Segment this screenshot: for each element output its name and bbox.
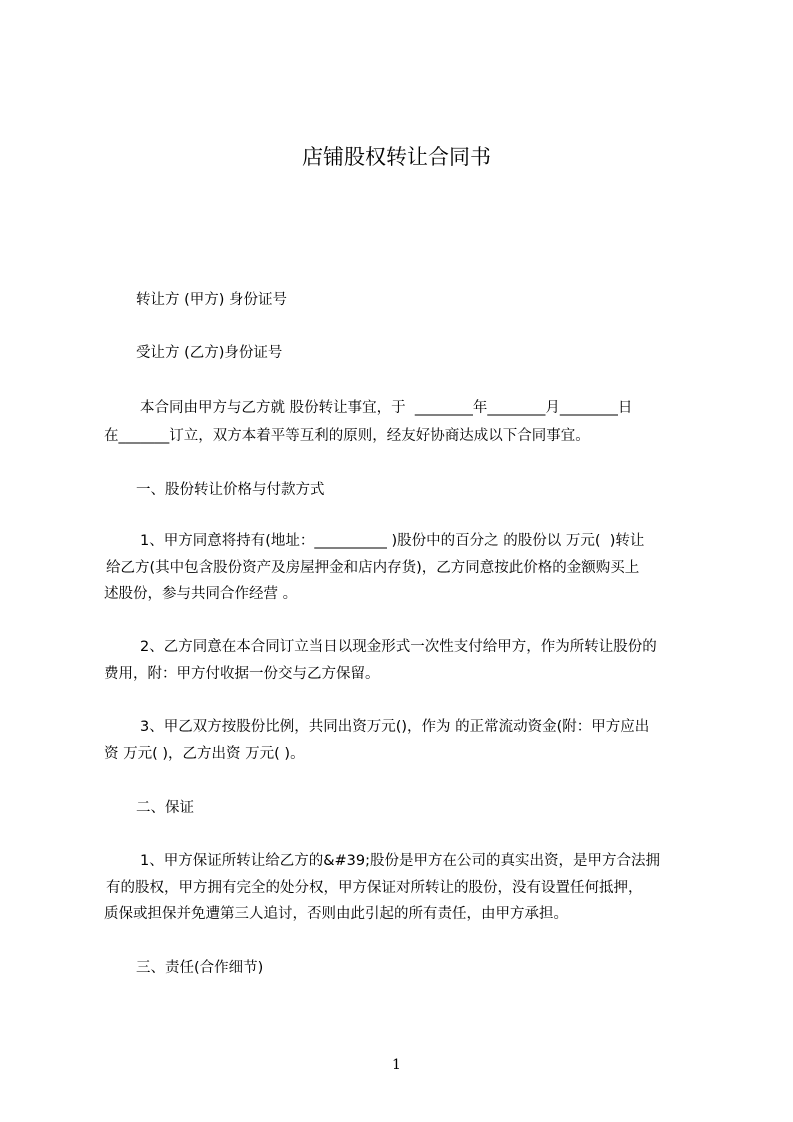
document-title: 店铺股权转让合同书 bbox=[302, 145, 491, 169]
intro-paragraph-line-2: 在_______订立，双方本着平等互利的原则，经友好协商达成以下合同事宜。 bbox=[104, 428, 590, 444]
clause-2-1-line-3: 质保或担保并免遭第三人追讨，否则由此引起的所有责任，由甲方承担。 bbox=[104, 906, 568, 922]
section-heading-responsibility: 三、责任(合作细节) bbox=[136, 960, 264, 976]
section-heading-guarantee: 二、保证 bbox=[136, 800, 194, 816]
clause-2-1-line-2: 有的股权，甲方拥有完全的处分权，甲方保证对所转让的股份，没有设置任何抵押， bbox=[106, 880, 643, 896]
clause-1-1-line-2: 给乙方(其中包含股份资产及房屋押金和店内存货)，乙方同意按此价格的金额购买上 bbox=[106, 560, 640, 576]
clause-1-3-line-2: 资 万元( )，乙方出资 万元( )。 bbox=[104, 746, 305, 762]
clause-1-2-line-2: 费用，附：甲方付收据一份交与乙方保留。 bbox=[104, 666, 380, 682]
page-number: 1 bbox=[392, 1057, 401, 1073]
clause-1-1-line-3: 述股份，参与共同合作经营 。 bbox=[104, 586, 298, 602]
clause-1-2-line-1: 2、乙方同意在本合同订立当日以现金形式一次性支付给甲方，作为所转让股份的 bbox=[140, 639, 657, 655]
clause-2-1-line-1: 1、甲方保证所转让给乙方的&#39;股份是甲方在公司的真实出资，是甲方合法拥 bbox=[140, 853, 661, 869]
transferee-id-line: 受让方 (乙方)身份证号 bbox=[136, 345, 283, 361]
intro-paragraph-line-1: 本合同由甲方与乙方就 股份转让事宜，于 ________年________月________日 bbox=[140, 400, 633, 416]
clause-1-3-line-1: 3、甲乙双方按股份比例，共同出资万元()，作为 的正常流动资金(附：甲方应出 bbox=[140, 719, 650, 735]
section-heading-price-payment: 一、股份转让价格与付款方式 bbox=[136, 482, 325, 498]
clause-1-1-line-1: 1、甲方同意将持有(地址：__________ )股份中的百分之 的股份以 万元( )转让 bbox=[140, 533, 645, 549]
transferor-id-line: 转让方 (甲方) 身份证号 bbox=[136, 292, 288, 308]
